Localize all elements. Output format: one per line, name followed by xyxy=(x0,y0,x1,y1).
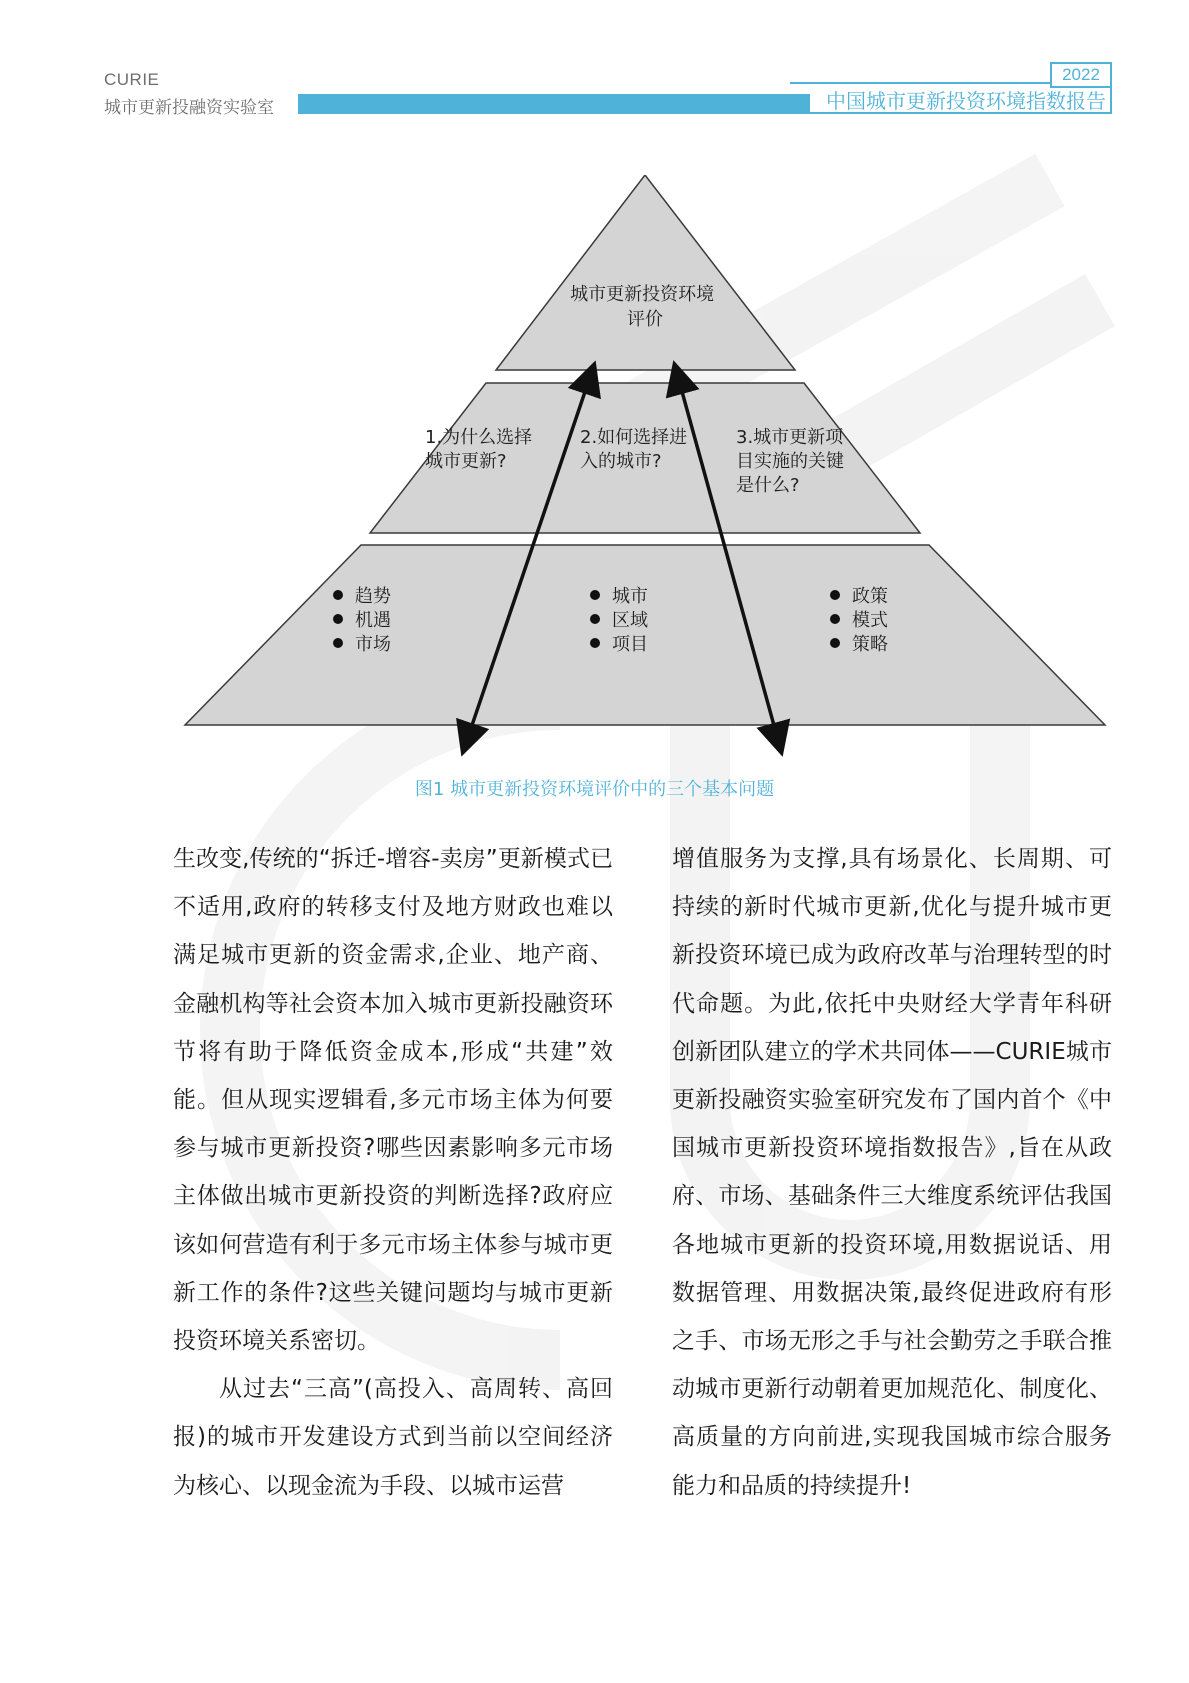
report-title: 中国城市更新投资环境指数报告 xyxy=(826,89,1106,113)
question-2-line2: 入的城市? xyxy=(580,451,662,472)
lab-name: 城市更新投融资实验室 xyxy=(104,98,274,118)
top-tier-line2: 评价 xyxy=(627,309,663,330)
question-3-line2: 目实施的关键 xyxy=(736,451,844,472)
left-paragraph-1: 生改变,传统的“拆迁-增容-卖房”更新模式已不适用,政府的转移支付及地方财政也难以满足城市更新的资金需求,企业、地产商、金融机构等社会资本加入城市更新投融资环节将有助于降低资金成本,形成“共建”效能。但从现实逻辑看,多元市场主体为何要参与城市更新投资?哪些因素影响多元市场主体做出城市更新投资的判断选择?政府应该如何营造有利于多元市场主体参与城市更新工作的条件?这些关键问题均与城市更新投资环境关系密切。 xyxy=(173,846,613,1355)
top-tier-line1: 城市更新投资环境 xyxy=(570,284,715,305)
list-3-item-3: 策略 xyxy=(852,634,888,655)
figure-caption: 图1 城市更新投资环境评价中的三个基本问题 xyxy=(414,779,775,800)
question-1-line2: 城市更新? xyxy=(425,451,507,472)
list-2-item-1: 城市 xyxy=(612,586,648,607)
header-left xyxy=(104,70,274,118)
left-paragraph-2: 从过去“三高”(高投入、高周转、高回报)的城市开发建设方式到当前以空间经济为核心、以现金流为手段、以城市运营 xyxy=(173,1376,613,1499)
brand-name: CURIE xyxy=(104,70,160,89)
list-1-item-2: 机遇 xyxy=(355,610,391,631)
bullet-list-1 xyxy=(333,586,391,655)
list-3-item-2: 模式 xyxy=(852,610,888,631)
question-3-line3: 是什么? xyxy=(736,475,800,496)
bullet-list-2 xyxy=(590,586,648,655)
right-column xyxy=(672,835,1112,1510)
list-1-item-1: 趋势 xyxy=(355,586,391,607)
list-1-item-3: 市场 xyxy=(355,634,391,655)
list-2-item-2: 区域 xyxy=(612,610,648,631)
question-3-line1: 3.城市更新项 xyxy=(736,427,844,448)
header-accent-bar xyxy=(298,94,810,114)
question-2-line1: 2.如何选择进 xyxy=(580,427,688,448)
pyramid-top-tier xyxy=(496,175,795,370)
list-3-item-1: 政策 xyxy=(852,586,888,607)
list-2-item-3: 项目 xyxy=(612,634,648,655)
bullet-list-3 xyxy=(830,586,888,655)
pyramid-diagram xyxy=(170,175,1120,760)
right-paragraph-1: 增值服务为支撑,具有场景化、长周期、可持续的新时代城市更新,优化与提升城市更新投资环境已成为政府改革与治理转型的时代命题。为此,依托中央财经大学青年科研创新团队建立的学术共同体——CURIE城市更新投融资实验室研究发布了国内首个《中国城市更新投资环境指数报告》,旨在从政府、市场、基础条件三大维度系统评估我国各地城市更新的投资环境,用数据说话、用数据管理、用数据决策,最终促进政府有形之手、市场无形之手与社会勤劳之手联合推动城市更新行动朝着更加规范化、制度化、高质量的方向前进,实现我国城市综合服务能力和品质的持续提升! xyxy=(672,846,1112,1499)
report-year: 2022 xyxy=(1050,62,1112,88)
question-1-line1: 1.为什么选择 xyxy=(425,427,533,448)
left-column xyxy=(173,835,613,1510)
